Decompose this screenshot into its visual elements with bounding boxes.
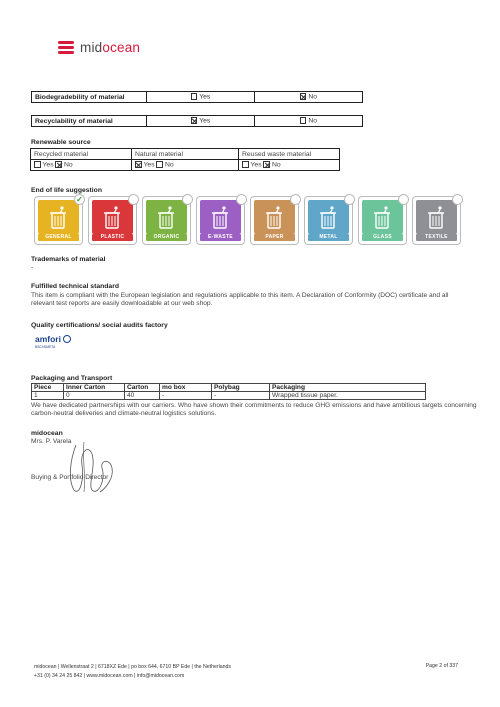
amfori-globe-icon <box>63 335 71 343</box>
bin-unchecked-icon <box>344 194 355 205</box>
checkbox-empty-icon <box>242 161 249 168</box>
bin-label: PAPER <box>254 234 295 241</box>
bin-paper <box>250 196 299 245</box>
technical-text: This item is compliant with the European legislation and regulations applicable to this item. A Declaration of Conformity (DOC) certificate and all relevant test reports are easily downloadable at our web shop. <box>31 292 449 307</box>
footer-address: midocean | Wellenstraat 2 | 6718XZ Ede | po box 644, 6710 BP Ede | the Netherlands <box>34 664 231 670</box>
bin-label: TEXTILE <box>416 234 457 241</box>
trash-bin-icon <box>261 205 287 231</box>
logo-mark-icon <box>58 41 74 54</box>
checkbox-checked-icon <box>135 161 142 168</box>
packaging-note: We have dedicated partnerships with our carriers. Who have shown their commitments to reduce GHG emissions and have ambitious targets concerning carbon-neutral deliveries and climate-neutral logistics solutions. <box>31 402 477 417</box>
checkbox-empty-icon <box>156 161 163 168</box>
bin-label: E-WASTE <box>200 234 241 241</box>
checkbox-empty-icon <box>300 117 307 124</box>
checkbox-checked-icon <box>55 161 62 168</box>
trademarks-title: Trademarks of material <box>31 256 106 263</box>
packaging-cell: 40 <box>125 392 160 400</box>
renewable-natural-value: Yes No <box>132 160 239 171</box>
recyclability-table <box>31 115 363 127</box>
packaging-header-carton: Carton <box>125 384 160 392</box>
checkbox-checked-icon <box>300 93 307 100</box>
bin-textile <box>412 196 461 245</box>
biodegradability-table <box>31 91 363 103</box>
trash-bin-icon <box>207 205 233 231</box>
renewable-title: Renewable source <box>31 139 91 146</box>
end-of-life-title: End of life suggestion <box>31 187 102 194</box>
bin-unchecked-icon <box>290 194 301 205</box>
trash-bin-icon <box>315 205 341 231</box>
biodegradability-yes: Yes <box>147 92 255 103</box>
bin-label: METAL <box>308 234 349 241</box>
logo-text: midocean <box>80 40 141 55</box>
quality-title: Quality certifications/ social audits factory <box>31 322 168 329</box>
packaging-cell: 1 <box>32 392 64 400</box>
signature-role: Buying & Portfolio Director <box>31 474 109 481</box>
trash-bin-icon <box>99 205 125 231</box>
amfori-badge: amfori BSCI/SMETA <box>35 334 83 350</box>
recyclability-yes: Yes <box>147 116 255 127</box>
bin-unchecked-icon <box>452 194 463 205</box>
bin-glass <box>358 196 407 245</box>
packaging-cell: Wrapped tissue paper. <box>270 392 426 400</box>
signature-company: midocean <box>31 430 63 437</box>
technical-title: Fulfilled technical standard <box>31 283 119 290</box>
trash-bin-icon <box>423 205 449 231</box>
footer <box>34 663 231 681</box>
checkbox-empty-icon <box>34 161 41 168</box>
trash-bin-icon <box>153 205 179 231</box>
packaging-cell: - <box>160 392 212 400</box>
trademarks-value: - <box>31 264 34 271</box>
bin-general <box>34 196 83 245</box>
renewable-header-recycled: Recycled material <box>31 149 132 160</box>
packaging-header-inner-carton: Inner Carton <box>64 384 125 392</box>
bin-unchecked-icon <box>128 194 139 205</box>
renewable-reused-value: Yes No <box>239 160 340 171</box>
handwritten-signature <box>62 440 122 498</box>
trash-bin-icon <box>45 205 71 231</box>
checkbox-checked-icon <box>263 161 270 168</box>
renewable-header-reused: Reused waste material <box>239 149 340 160</box>
renewable-header-natural: Natural material <box>132 149 239 160</box>
renewable-recycled-value: Yes No <box>31 160 132 171</box>
bin-unchecked-icon <box>398 194 409 205</box>
biodegradability-no: No <box>255 92 363 103</box>
packaging-header-packaging: Packaging <box>270 384 426 392</box>
packaging-header-mo-box: mo box <box>160 384 212 392</box>
footer-contact: +31 (0) 34 24 25 842 | www.midocean.com | info@midocean.com <box>34 673 185 679</box>
biodegradability-label: Biodegradebility of material <box>32 92 147 103</box>
bin-unchecked-icon <box>236 194 247 205</box>
checkbox-empty-icon <box>191 93 198 100</box>
packaging-table <box>31 383 426 400</box>
bin-e-waste <box>196 196 245 245</box>
end-of-life-bins <box>34 196 461 245</box>
packaging-title: Packaging and Transport <box>31 375 113 382</box>
packaging-header-polybag: Polybag <box>212 384 270 392</box>
checkbox-checked-icon <box>191 117 198 124</box>
bin-label: GLASS <box>362 234 403 241</box>
bin-metal <box>304 196 353 245</box>
bin-label: GENERAL <box>38 234 79 241</box>
bin-label: ORGANIC <box>146 234 187 241</box>
bin-unchecked-icon <box>182 194 193 205</box>
page-number: Page 2 of 337 <box>425 663 458 669</box>
recyclability-no: No <box>255 116 363 127</box>
signature-person: Mrs. P. Varela <box>31 438 72 445</box>
renewable-table <box>30 148 340 171</box>
trash-bin-icon <box>369 205 395 231</box>
packaging-cell: 0 <box>64 392 125 400</box>
bin-plastic <box>88 196 137 245</box>
bin-checked-icon: ✓ <box>74 194 85 205</box>
midocean-logo <box>58 40 140 55</box>
packaging-header-piece: Piece <box>32 384 64 392</box>
bin-label: PLASTIC <box>92 234 133 241</box>
bin-organic <box>142 196 191 245</box>
recyclability-label: Recyclability of material <box>32 116 147 127</box>
packaging-cell: - <box>212 392 270 400</box>
